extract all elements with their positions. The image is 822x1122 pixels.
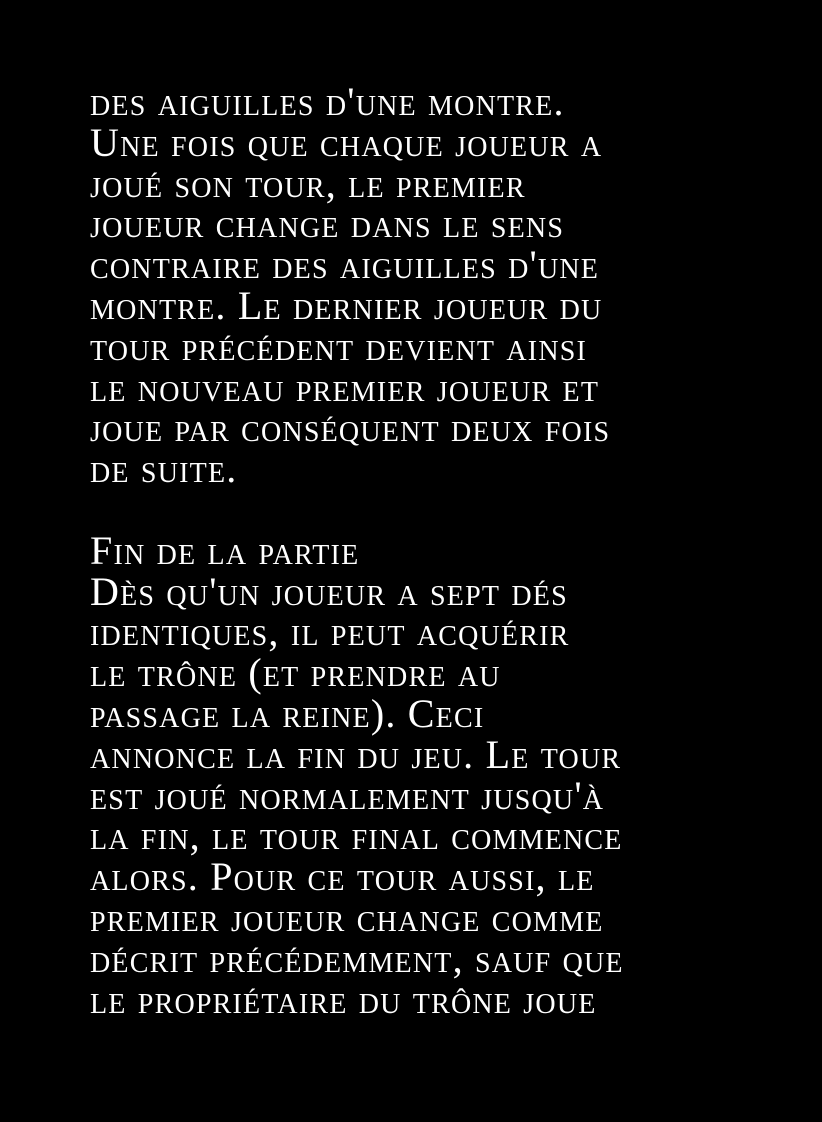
text-line: des aiguilles d'une montre. bbox=[90, 79, 565, 124]
text-line: joue par conséquent deux fois bbox=[90, 405, 611, 451]
text-line: le trône (et prendre au bbox=[90, 650, 501, 696]
paragraph-spacer bbox=[90, 490, 770, 531]
text-line: premier joueur change comme bbox=[90, 894, 604, 940]
text-line: identiques, il peut acquérir bbox=[90, 609, 570, 655]
text-line: Dès qu'un joueur a sept dés bbox=[90, 568, 568, 614]
text-line: Une fois que chaque joueur a bbox=[90, 119, 603, 165]
paragraph-turn-order bbox=[90, 79, 770, 492]
document-page bbox=[90, 79, 770, 1022]
section-end-of-game bbox=[90, 527, 770, 1022]
text-line: annonce la fin du jeu. Le tour bbox=[90, 731, 622, 777]
text-line: passage la reine). Ceci bbox=[90, 690, 485, 736]
text-line: joué son tour, le premier bbox=[90, 160, 526, 206]
text-line: tour précédent devient ainsi bbox=[90, 323, 588, 369]
text-line: est joué normalement jusqu'à bbox=[90, 772, 605, 818]
text-line: le nouveau premier joueur et bbox=[90, 364, 600, 410]
text-line: montre. Le dernier joueur du bbox=[90, 282, 603, 328]
text-line: le propriétaire du trône joue bbox=[90, 976, 597, 1022]
text-line: contraire des aiguilles d'une bbox=[90, 242, 600, 288]
text-line: décrit précédemment, sauf que bbox=[90, 935, 624, 981]
text-line: de suite. bbox=[90, 446, 238, 492]
text-line: joueur change dans le sens bbox=[90, 201, 565, 247]
text-line: la fin, le tour final commence bbox=[90, 813, 623, 859]
text-line: alors. Pour ce tour aussi, le bbox=[90, 854, 595, 900]
section-title: Fin de la partie bbox=[90, 527, 360, 573]
